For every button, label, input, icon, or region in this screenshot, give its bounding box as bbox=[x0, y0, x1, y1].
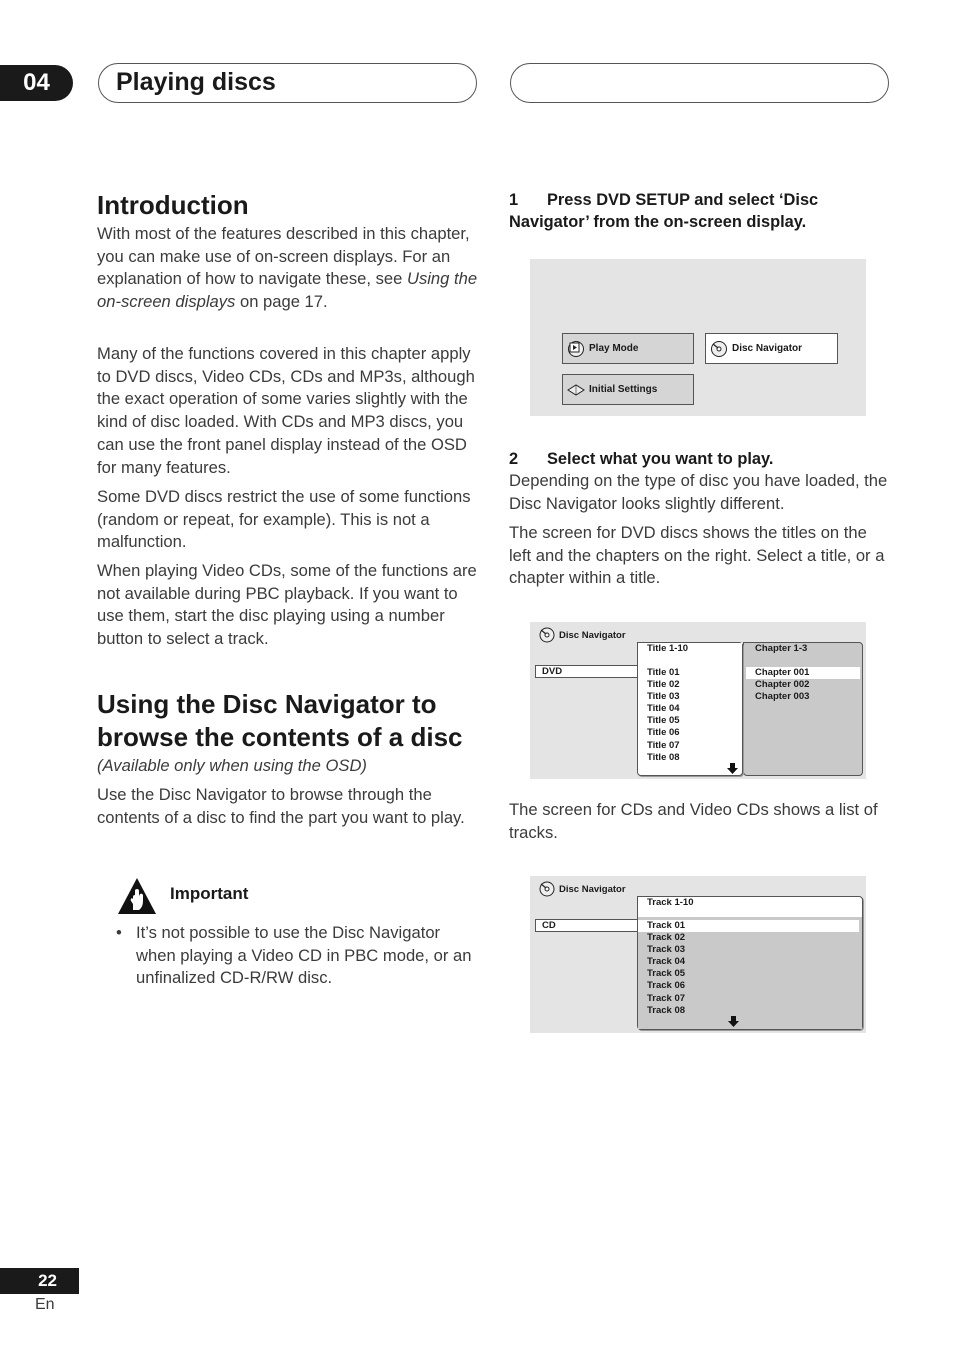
track-item[interactable]: Track 03 bbox=[647, 944, 686, 956]
title-item[interactable]: Title 07 bbox=[647, 739, 680, 751]
intro-p1-text-a: With most of the features described in this chapter, you can make use of on-screen displays. For an explanation of how to navigate these, see bbox=[97, 224, 470, 289]
dvd-screen-title-text: Disc Navigator bbox=[559, 629, 626, 641]
intro-paragraph-3: Some DVD discs restrict the use of some functions (random or repeat, for example). This is not a malfunction. bbox=[97, 487, 471, 552]
intro-heading: Introduction bbox=[97, 190, 249, 220]
setup-menu-screen bbox=[530, 259, 866, 416]
step-2-paragraph-2: The screen for DVD discs shows the titles on the left and the chapters on the right. Select a title, or a chapter within a title. bbox=[509, 523, 885, 588]
header-empty-frame bbox=[510, 63, 889, 103]
play-mode-button[interactable] bbox=[562, 333, 694, 364]
track-item[interactable]: Track 08 bbox=[647, 1004, 686, 1016]
play-mode-label: Play Mode bbox=[589, 343, 639, 354]
title-item[interactable]: Title 02 bbox=[647, 679, 680, 691]
title-range: Title 1-10 bbox=[647, 643, 689, 654]
title-item[interactable]: Title 05 bbox=[647, 715, 680, 727]
important-bullet-text: It’s not possible to use the Disc Navigator when playing a Video CD in PBC mode, or an unfinalized CD-R/RW disc. bbox=[136, 923, 472, 988]
disc-navigator-heading-line1: Using the Disc Navigator to bbox=[97, 689, 437, 719]
cd-screen-title bbox=[538, 881, 626, 897]
chapter-item[interactable]: Chapter 002 bbox=[755, 679, 810, 691]
cd-paragraph: The screen for CDs and Video CDs shows a list of tracks. bbox=[509, 800, 878, 842]
track-item[interactable]: Track 01 bbox=[638, 920, 859, 932]
disc-type-cd: CD bbox=[535, 919, 639, 932]
title-item[interactable]: Title 08 bbox=[647, 751, 680, 763]
disc-navigator-icon bbox=[710, 340, 728, 358]
bullet-dot: • bbox=[116, 923, 122, 942]
step-1-number: 1 bbox=[509, 191, 519, 209]
chapter-number-badge: 04 bbox=[0, 65, 73, 101]
track-items bbox=[638, 920, 859, 1017]
disc-icon bbox=[538, 881, 556, 897]
title-item[interactable]: Title 04 bbox=[647, 703, 680, 715]
page-number: 22 bbox=[0, 1268, 79, 1294]
intro-p1-italic: Using the on-screen displays bbox=[97, 269, 478, 312]
intro-paragraph-2: Many of the functions covered in this chapter apply to DVD discs, Video CDs, CDs and MP3s, although the exact operation of some varies slightly with the kind of disc loaded. With CDs and MP3 discs, you can use the front panel display instead of the OSD for many features. bbox=[97, 344, 475, 477]
track-item[interactable]: Track 05 bbox=[647, 968, 686, 980]
disc-navigator-heading bbox=[97, 688, 463, 754]
scroll-down-arrow-icon[interactable] bbox=[727, 763, 738, 775]
scroll-down-arrow-icon[interactable] bbox=[728, 1016, 739, 1028]
osd-note: (Available only when using the OSD) bbox=[97, 756, 367, 775]
cd-screen-title-text: Disc Navigator bbox=[559, 883, 626, 895]
warning-hand-icon bbox=[117, 877, 157, 915]
initial-settings-button[interactable] bbox=[562, 374, 694, 405]
step-1 bbox=[509, 189, 869, 233]
track-item[interactable]: Track 06 bbox=[647, 980, 686, 992]
chapter-items bbox=[746, 667, 860, 703]
initial-settings-label: Initial Settings bbox=[589, 384, 658, 395]
step-2 bbox=[509, 448, 773, 470]
chapter-panel bbox=[743, 642, 863, 776]
initial-settings-icon bbox=[567, 381, 585, 399]
chapter-range: Chapter 1-3 bbox=[755, 643, 808, 654]
disc-navigator-label: Disc Navigator bbox=[732, 343, 803, 354]
chapter-item[interactable]: Chapter 003 bbox=[755, 691, 810, 703]
intro-paragraph-1 bbox=[97, 223, 482, 314]
disc-navigator-button[interactable] bbox=[705, 333, 838, 364]
track-item[interactable]: Track 04 bbox=[647, 956, 686, 968]
page-language: En bbox=[35, 1296, 55, 1313]
dvd-screen-title bbox=[538, 627, 626, 643]
step-2-paragraph-1: Depending on the type of disc you have loaded, the Disc Navigator looks slightly different. bbox=[509, 471, 888, 513]
step-2-number: 2 bbox=[509, 450, 519, 468]
title-item[interactable]: Title 03 bbox=[647, 691, 680, 703]
play-mode-icon bbox=[567, 340, 585, 358]
step-1-text: Press DVD SETUP and select ‘Disc Navigator’ from the on-screen display. bbox=[509, 191, 819, 231]
intro-p1-text-b: on page 17. bbox=[235, 292, 328, 312]
disc-navigator-heading-line2: browse the contents of a disc bbox=[97, 722, 463, 752]
chapter-title: Playing discs bbox=[116, 68, 276, 96]
step-2-text: Select what you want to play. bbox=[547, 450, 774, 468]
track-range: Track 1-10 bbox=[647, 897, 694, 908]
disc-icon bbox=[538, 627, 556, 643]
title-item[interactable]: Title 06 bbox=[647, 727, 680, 739]
chapter-item[interactable]: Chapter 001 bbox=[746, 667, 860, 679]
intro-paragraph-4: When playing Video CDs, some of the functions are not available during PBC playback. If you want to use them, start the disc playing using a number button to select a track. bbox=[97, 561, 477, 649]
cd-navigator-screen bbox=[530, 876, 866, 1033]
dvd-navigator-screen bbox=[530, 622, 866, 779]
title-items bbox=[638, 667, 742, 764]
title-item[interactable]: Title 01 bbox=[638, 667, 742, 679]
disc-type-dvd: DVD bbox=[535, 665, 639, 678]
track-item[interactable]: Track 07 bbox=[647, 992, 686, 1004]
track-item[interactable]: Track 02 bbox=[647, 932, 686, 944]
important-label: Important bbox=[170, 884, 249, 903]
disc-navigator-paragraph: Use the Disc Navigator to browse through the contents of a disc to find the part you want to play. bbox=[97, 785, 465, 827]
